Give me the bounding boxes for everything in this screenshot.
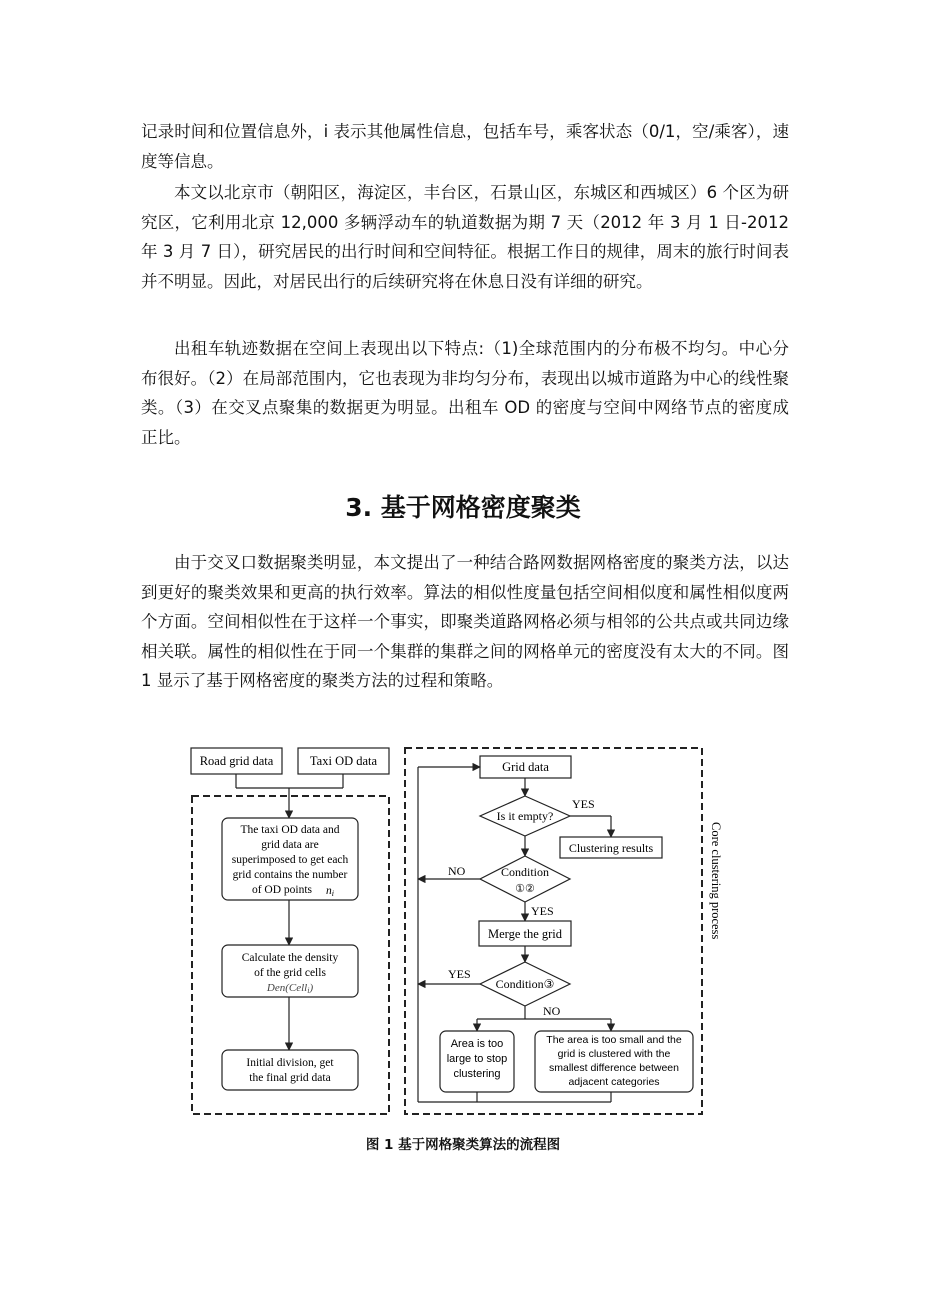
paragraph-2: 本文以北京市（朝阳区，海淀区，丰台区，石景山区，东城区和西城区）6 个区为研究区，它利用北京 12,000 多辆浮动车的轨道数据为期 7 天（2012 年 3 月 1 日-2012 年 3 月 7 日），研究居民的出行时间和空间特征。根据工作日的规律，周末的旅行时间表并不明显。因此，对居民出行的后续研究将在休息日没有详细的研究。 — [141, 183, 789, 291]
step1-line3: superimposed to get each — [231, 854, 349, 866]
step2-math: Den(Celli) — [266, 982, 314, 995]
step2-line1: Calculate the density — [241, 952, 339, 964]
core-process-label: Core clustering process — [709, 822, 723, 940]
condition12-line2: ①② — [515, 883, 535, 895]
grid-data-label: Grid data — [502, 760, 549, 774]
condition12-diamond — [480, 856, 570, 902]
step1-line5: of OD points — [251, 884, 313, 896]
paragraph-1: 记录时间和位置信息外，i 表示其他属性信息，包括车号，乘客状态（0/1，空/乘客），速度等信息。 — [141, 122, 789, 171]
step1-line4: grid contains the number — [232, 869, 348, 881]
clustering-results-label: Clustering results — [568, 841, 654, 855]
step1-line2: grid data are — [261, 839, 319, 851]
road-grid-label: Road grid data — [199, 754, 274, 768]
yes1-label: YES — [572, 797, 595, 811]
section-paragraph: 由于交叉口数据聚类明显，本文提出了一种结合路网数据网格密度的聚类方法，以达到更好的聚类效果和更高的执行效率。算法的相似性度量包括空间相似度和属性相似度两个方面。空间相似性在于这样一个事实，即聚类道路网格必须与相邻的公共点或共同边缘相关联。属性的相似性在于同一个集群的集群之间的网格单元的密度没有太大的不同。图 1 显示了基于网格密度的聚类方法的过程和策略。 — [141, 553, 789, 690]
merge-label: Merge the grid — [487, 927, 563, 941]
yes2-label: YES — [531, 904, 554, 918]
condition12-line1: Condition — [500, 865, 550, 879]
step1-math: ni — [326, 885, 334, 898]
area-small-line2: grid is clustered with the — [557, 1048, 671, 1060]
section-heading: 3. 基于网格密度聚类 — [345, 493, 581, 522]
step1-line1: The taxi OD data and — [240, 824, 340, 836]
taxi-od-label: Taxi OD data — [309, 754, 378, 768]
area-small-line4: adjacent categories — [568, 1076, 660, 1088]
figure-caption: 图 1 基于网格聚类算法的流程图 — [365, 1137, 561, 1153]
is-empty-label: Is it empty? — [496, 809, 554, 823]
step2-line2: of the grid cells — [254, 967, 326, 979]
flowchart-figure — [186, 744, 723, 1124]
paragraph-3: 出租车轨迹数据在空间上表现出以下特点:（1)全球范围内的分布极不均匀。中心分布很好。（2）在局部范围内，它也表现为非均匀分布，表现出以城市道路为中心的线性聚类。（3）在交叉点聚集的数据更为明显。出租车 OD 的密度与空间中网络节点的密度成正比。 — [141, 339, 789, 447]
condition3-label: Condition③ — [495, 977, 555, 991]
area-large-line2: large to stop — [446, 1053, 508, 1065]
area-small-line1: The area is too small and the — [546, 1034, 682, 1046]
step3-box — [222, 1050, 358, 1090]
no1-label: NO — [448, 864, 466, 878]
step3-line1: Initial division, get — [246, 1057, 334, 1069]
area-large-line3: clustering — [453, 1068, 501, 1080]
area-large-line1: Area is too — [450, 1038, 504, 1050]
area-small-line3: smallest difference between — [549, 1062, 679, 1074]
no2-label: NO — [543, 1004, 561, 1018]
yes3-label: YES — [448, 967, 471, 981]
step3-line2: the final grid data — [249, 1072, 331, 1084]
